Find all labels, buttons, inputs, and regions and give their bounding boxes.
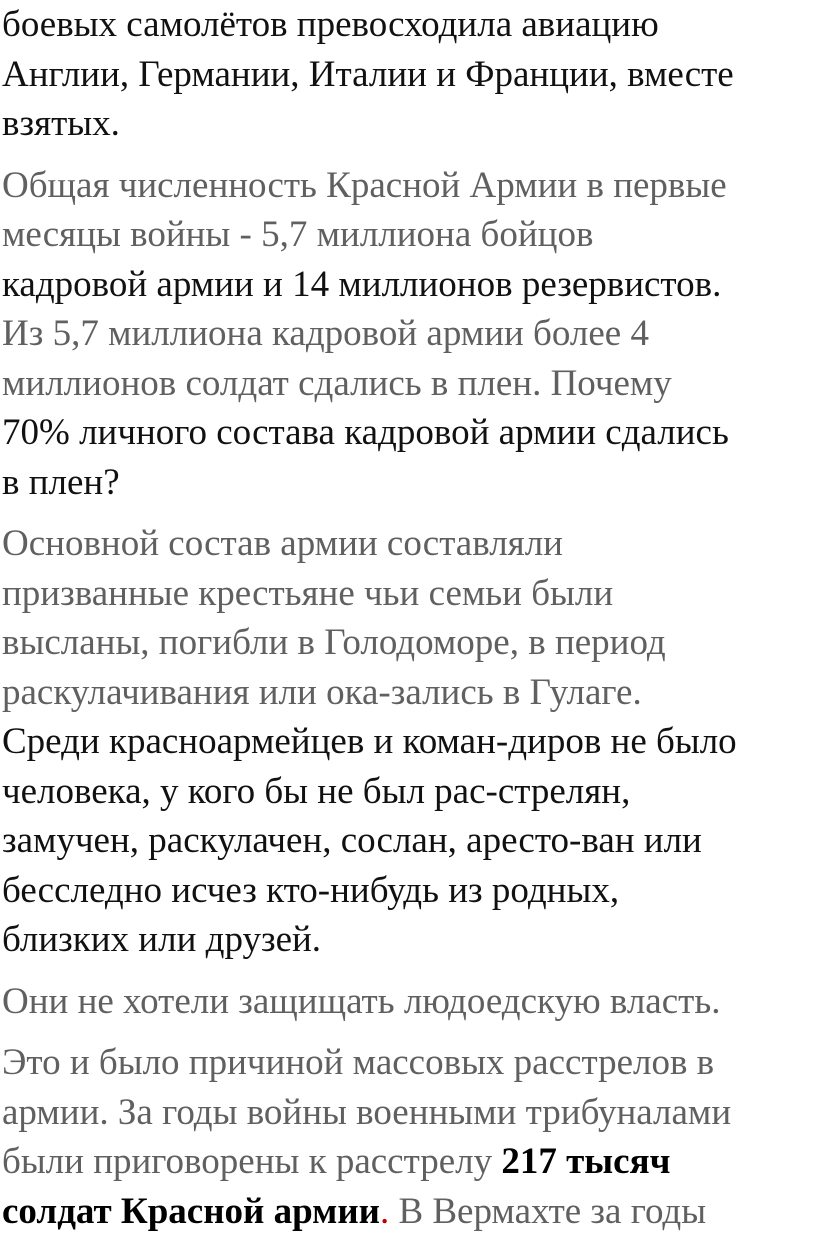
paragraph-army-size	[2, 161, 812, 508]
text-line: Это и было причиной массовых расстрелов в	[2, 1038, 812, 1088]
paragraph-aviation	[2, 0, 812, 149]
text-line: близких или друзей.	[2, 915, 812, 965]
text-line: боевых самолётов превосходила авиацию	[2, 0, 812, 50]
text-line: замучен, раскулачен, сослан, аресто-ван или	[2, 816, 812, 866]
bold-figure: 217 тысяч	[501, 1141, 670, 1182]
text-line: Основной состав армии составляли	[2, 519, 812, 569]
text-line: Из 5,7 миллиона кадровой армии более 4	[2, 309, 812, 359]
text-run: В Вермахте за годы	[389, 1191, 706, 1232]
text-line: Они не хотели защищать людоедскую власть.	[2, 977, 812, 1027]
document-page	[2, 0, 812, 1236]
text-run: были приговорены к расстрелу	[2, 1141, 501, 1182]
text-line: раскулачивания или ока-зались в Гулаге.	[2, 668, 812, 718]
text-line: миллионов солдат сдались в плен. Почему	[2, 359, 812, 409]
text-line: Англии, Германии, Италии и Франции, вместе	[2, 50, 812, 100]
text-line: призванные крестьяне чьи семьи были	[2, 569, 812, 619]
paragraph-army-composition	[2, 519, 812, 965]
text-line: человека, у кого бы не был рас-стрелян,	[2, 767, 812, 817]
text-line: Общая численность Красной Армии в первые	[2, 161, 812, 211]
text-line: кадровой армии и 14 миллионов резервистов.	[2, 260, 812, 310]
bold-phrase: солдат Красной армии	[2, 1191, 380, 1232]
text-line: армии. За годы войны военными трибуналами	[2, 1088, 812, 1138]
text-line: 70% личного состава кадровой армии сдались	[2, 408, 812, 458]
text-line: Среди красноармейцев и коман-диров не было	[2, 717, 812, 767]
text-line: месяцы войны - 5,7 миллиона бойцов	[2, 210, 812, 260]
red-period: .	[380, 1191, 389, 1232]
text-line: бесследно исчез кто-нибудь из родных,	[2, 866, 812, 916]
text-line	[2, 1137, 812, 1187]
text-line: высланы, погибли в Голодоморе, в период	[2, 618, 812, 668]
text-line: в плен?	[2, 458, 812, 508]
paragraph-unwilling	[2, 977, 812, 1027]
text-line: взятых.	[2, 99, 812, 149]
text-line	[2, 1187, 812, 1236]
paragraph-executions	[2, 1038, 812, 1236]
